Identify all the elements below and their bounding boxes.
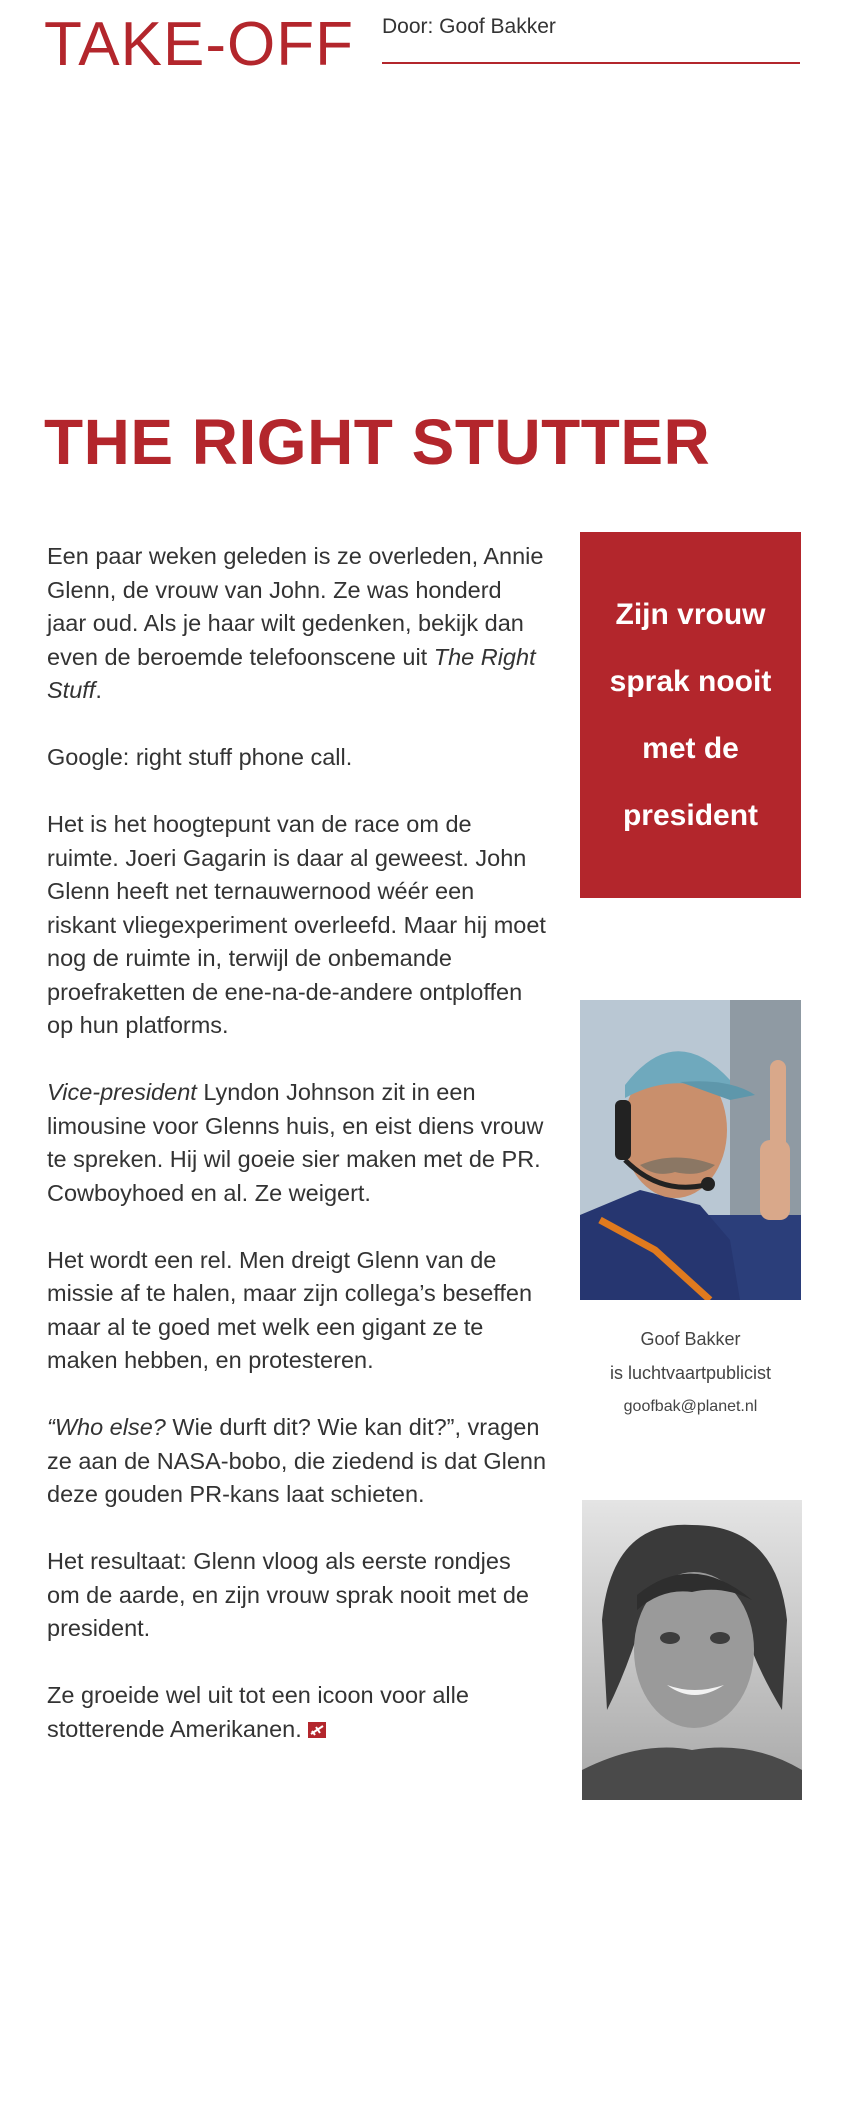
body-paragraph	[47, 540, 547, 708]
italic-text: Vice-president	[47, 1079, 197, 1105]
author-email: goofbak@planet.nl	[623, 1398, 758, 1415]
italic-text: “Who else?	[47, 1414, 166, 1440]
paragraph-text: Google: right stuff phone call.	[47, 744, 353, 770]
pilot-photo-illustration	[580, 1000, 801, 1300]
author-caption	[580, 1322, 801, 1424]
author-name: Goof Bakker	[640, 1329, 741, 1349]
woman-photo-illustration	[582, 1500, 802, 1800]
paragraph-text: .	[95, 677, 102, 703]
paragraph-text: Het is het hoogtepunt van de race om de ruimte. Joeri Gagarin is daar al geweest. John Glenn heeft net ternauwernood wéér een riskant vliegexperiment overleefd. Maar hij moet nog de ruimte in, terwijl de onbemande proefraketten de ene-na-de-andere ontploffen op hun platforms.	[47, 811, 546, 1038]
plane-end-mark-icon	[308, 1722, 326, 1738]
paragraph-text: Het resultaat: Glenn vloog als eerste rondjes om de aarde, en zijn vrouw sprak nooit met de president.	[47, 1548, 530, 1641]
body-paragraph	[47, 741, 547, 775]
body-paragraph	[47, 1679, 547, 1746]
article-headline: THE RIGHT STUTTER	[44, 406, 711, 478]
italic-text: The Right Stuff	[47, 643, 536, 703]
body-paragraph	[47, 1411, 547, 1512]
author-role: is luchtvaartpublicist	[609, 1363, 772, 1383]
section-title: TAKE-OFF	[44, 10, 354, 79]
paragraph-text: Het wordt een rel. Men dreigt Glenn van de missie af te halen, maar zijn collega’s beseffen maar al te goed met welk een gigant ze te maken hebben, en protesteren.	[47, 1246, 533, 1373]
paragraph-text: Een paar weken geleden is ze overleden, Annie Glenn, de vrouw van John. Ze was honderd jaar oud. Als je haar wilt gedenken, bekijk dan even de beroemde telefoonscene uit	[47, 543, 544, 670]
paragraph-text: Ze groeide wel uit tot een icoon voor alle stotterende Amerikanen.	[47, 1682, 469, 1742]
body-paragraph	[47, 808, 547, 1043]
body-paragraph	[47, 1076, 547, 1210]
pull-quote-box	[580, 532, 801, 898]
byline-divider	[382, 62, 800, 64]
pull-quote-text: Zijn vrouw sprak nooit met de president	[609, 598, 772, 832]
article-body	[47, 540, 547, 1780]
body-paragraph	[47, 1244, 547, 1378]
portrait-photo-woman	[582, 1500, 802, 1800]
author-photo-pilot	[580, 1000, 801, 1300]
byline: Door: Goof Bakker	[382, 15, 556, 38]
paragraph-text: Lyndon Johnson zit in een limousine voor Glenns huis, en eist diens vrouw te spreken. Hij wil goeie sier maken met de PR. Cowboyhoed en al. Ze weigert.	[47, 1079, 544, 1206]
paragraph-text: Wie durft dit? Wie kan dit?”, vragen ze aan de NASA-bobo, die ziedend is dat Glenn deze gouden PR-kans laat schieten.	[47, 1414, 547, 1507]
body-paragraph	[47, 1545, 547, 1646]
